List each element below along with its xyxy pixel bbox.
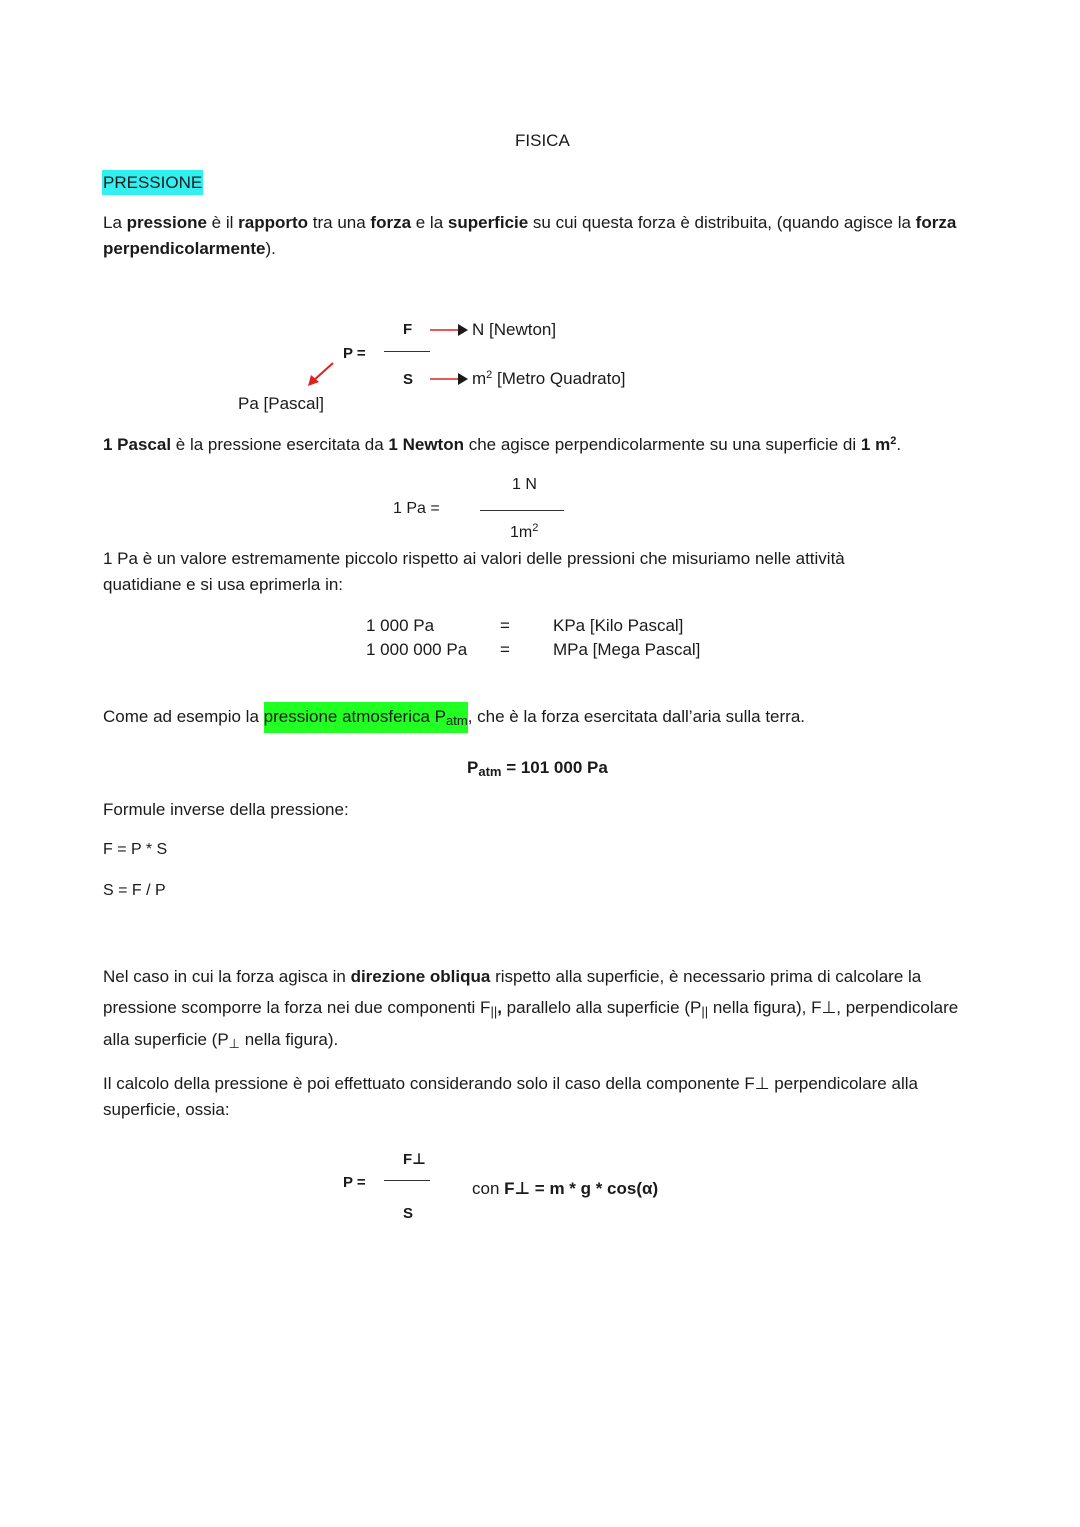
def-text: La — [103, 213, 127, 232]
atm-highlight — [264, 702, 468, 733]
pascal-text: che agisce perpendicolarmente su una superficie di — [463, 435, 861, 454]
pascal-definition — [103, 432, 983, 460]
formula1-numerator: F — [403, 321, 413, 338]
def-bold-forza-perpendicolarmente: forza perpendicolarmente — [103, 213, 957, 258]
def-text: tra una — [308, 213, 371, 232]
formula2-fraction-bar — [480, 510, 564, 511]
oblique-paragraph — [103, 961, 983, 1056]
formula1-fraction-bar — [384, 351, 430, 352]
def-bold-superficie: superficie — [447, 213, 529, 232]
oblique-text: parallelo alla superficie (P — [501, 998, 702, 1017]
def-bold-rapporto: rapporto — [238, 213, 309, 232]
formula3-lhs: P = — [343, 1174, 366, 1191]
oblique-text: Nel caso in cui la forza agisca in — [103, 967, 351, 986]
calc-paragraph: Il calcolo della pressione è poi effettuato considerando solo il caso della componente F⊥ perpendicolare alla superficie, ossia: — [103, 1074, 918, 1119]
unit-m: m — [472, 369, 487, 388]
conversion-equals: = — [500, 640, 510, 659]
inverse-title: Formule inverse della pressione: — [103, 800, 349, 819]
oblique-text: nella figura), F⊥, perpendicolare alla superficie (P — [103, 998, 959, 1049]
formula3-numerator: F⊥ — [403, 1151, 426, 1168]
conversion-unit: MPa [Mega Pascal] — [553, 640, 701, 659]
formula3-con: con — [472, 1179, 505, 1198]
conversion-unit: KPa [Kilo Pascal] — [553, 616, 684, 635]
inverse-formula-s: S = F / P — [103, 882, 166, 899]
page-title: FISICA — [515, 131, 570, 150]
definition-paragraph — [103, 210, 983, 262]
def-bold-pressione: pressione — [126, 213, 207, 232]
pascal-text: . — [896, 435, 902, 454]
atm-text: , che è la forza esercitata dall’aria sulla terra. — [467, 707, 806, 726]
formula1-den-unit — [472, 369, 626, 389]
oblique-text: nella figura). — [240, 1030, 339, 1049]
unit-name: [Metro Quadrato] — [492, 369, 626, 388]
parallel-subscript: || — [701, 1004, 709, 1019]
conversion-equals: = — [500, 616, 510, 635]
formula3-fraction-bar — [384, 1180, 430, 1181]
atm-formula — [467, 758, 608, 778]
def-text: e la — [411, 213, 448, 232]
conversion-value: 1 000 Pa — [366, 616, 435, 635]
parallel-subscript: || — [490, 1004, 498, 1019]
den-base: 1m — [510, 524, 533, 541]
formula1-lhs: P = — [343, 345, 366, 362]
oblique-comma: , — [497, 998, 502, 1017]
oblique-text: rispetto alla superficie, è necessario prima di calcolare la pressione scomporre la forza nei due componenti F — [103, 967, 922, 1017]
atm-formula-p: P — [467, 758, 479, 777]
inverse-formula-f: F = P * S — [103, 841, 168, 858]
formula1-result-unit: Pa [Pascal] — [238, 394, 324, 413]
formula2-lhs: 1 Pa = — [393, 500, 440, 517]
formula2-numerator: 1 N — [512, 476, 537, 493]
formula3-expression: F⊥ = m * g * cos(α) — [504, 1179, 659, 1198]
arrow-right-icon — [430, 372, 470, 386]
perp-subscript: ⊥ — [228, 1036, 240, 1051]
atm-text: Come ad esempio la — [103, 707, 264, 726]
pascal-text: è la pressione esercitata da — [171, 435, 389, 454]
bold-1-m: 1 m — [860, 435, 891, 454]
def-text: è il — [206, 213, 239, 232]
section-heading: PRESSIONE — [102, 170, 203, 195]
atm-highlight-text: pressione atmosferica P — [263, 707, 447, 726]
def-text: su cui questa forza è distribuita, (quando agisce la — [528, 213, 916, 232]
bold-1-newton: 1 Newton — [388, 435, 464, 454]
bold-direzione-obliqua: direzione obliqua — [350, 967, 491, 986]
formula2-denominator — [510, 524, 538, 542]
formula3-denominator: S — [403, 1205, 414, 1222]
bold-1-pascal: 1 Pascal — [103, 435, 172, 454]
atm-subscript: atm — [446, 713, 468, 728]
formula1-denominator: S — [403, 371, 414, 388]
arrow-right-icon — [430, 323, 470, 337]
formula3-rhs — [472, 1179, 658, 1199]
arrow-down-left-icon — [305, 361, 337, 389]
den-exponent: 2 — [532, 522, 539, 534]
atm-formula-value: = 101 000 Pa — [501, 758, 608, 777]
conversion-value: 1 000 000 Pa — [366, 640, 468, 659]
small-value-paragraph: 1 Pa è un valore estremamente piccolo rispetto ai valori delle pressioni che misuriamo nelle attività quatidiane e si usa eprimerla in: — [103, 549, 845, 594]
atm-paragraph — [103, 702, 805, 733]
unit-exponent: 2 — [486, 369, 493, 381]
def-bold-forza: forza — [370, 213, 412, 232]
atm-formula-sub: atm — [478, 764, 502, 779]
def-text: ). — [265, 239, 276, 258]
bold-exponent: 2 — [890, 435, 897, 447]
formula1-num-unit: N [Newton] — [472, 320, 557, 339]
